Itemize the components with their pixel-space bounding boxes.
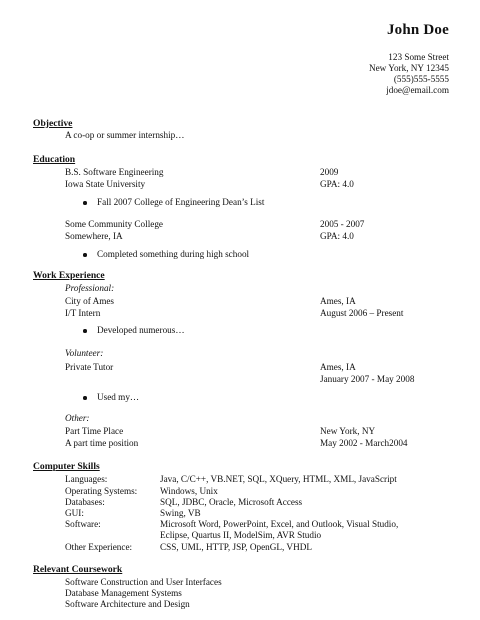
bullet-icon [83, 253, 87, 257]
email-address: jdoe@email.com [386, 85, 449, 95]
work-title: I/T Intern [65, 308, 101, 318]
work-bullet-text: Developed numerous… [97, 325, 185, 335]
work-employer: Part Time Place [65, 426, 124, 436]
skill-value: Swing, VB [160, 508, 201, 518]
work-location: New York, NY [320, 426, 376, 436]
skill-label: GUI: [65, 508, 84, 518]
objective-text: A co-op or summer internship… [65, 130, 185, 140]
skill-label: Other Experience: [65, 542, 133, 552]
skill-value: SQL, JDBC, Oracle, Microsoft Access [160, 497, 303, 507]
work-group-label: Professional: [65, 283, 115, 293]
course-item: Software Construction and User Interfaces [65, 577, 222, 587]
work-group-label: Volunteer: [65, 348, 104, 358]
work-experience-heading: Work Experience [33, 270, 105, 281]
bullet-icon [83, 329, 87, 333]
work-dates: January 2007 - May 2008 [320, 374, 415, 384]
work-employer: Private Tutor [65, 362, 114, 372]
work-location: Ames, IA [320, 362, 356, 372]
work-employer: City of Ames [65, 296, 115, 306]
bullet-icon [83, 396, 87, 400]
education-gpa: GPA: 4.0 [320, 179, 354, 189]
work-dates: May 2002 - March2004 [320, 438, 408, 448]
education-degree: B.S. Software Engineering [65, 167, 164, 177]
skill-value: CSS, UML, HTTP, JSP, OpenGL, VHDL [160, 542, 312, 552]
address-line-1: 123 Some Street [388, 52, 449, 62]
skill-value: Windows, Unix [160, 486, 218, 496]
coursework-heading: Relevant Coursework [33, 564, 123, 575]
skill-value: Java, C/C++, VB.NET, SQL, XQuery, HTML, XML, JavaScript [160, 474, 397, 484]
education-bullet-text: Completed something during high school [97, 249, 250, 259]
skill-label: Databases: [65, 497, 105, 507]
course-item: Software Architecture and Design [65, 599, 190, 609]
computer-skills-heading: Computer Skills [33, 461, 100, 472]
education-date: 2005 - 2007 [320, 219, 365, 229]
education-degree: Some Community College [65, 219, 163, 229]
bullet-icon [83, 201, 87, 205]
education-bullet-text: Fall 2007 College of Engineering Dean’s List [97, 197, 265, 207]
work-dates: August 2006 – Present [320, 308, 404, 318]
education-heading: Education [33, 154, 76, 165]
work-location: Ames, IA [320, 296, 356, 306]
education-date: 2009 [320, 167, 339, 177]
education-school: Somewhere, IA [65, 231, 123, 241]
phone-number: (555)555-5555 [393, 74, 449, 84]
work-group-label: Other: [65, 413, 90, 423]
skill-value: Microsoft Word, PowerPoint, Excel, and Outlook, Visual Studio, [160, 519, 399, 529]
course-item: Database Management Systems [65, 588, 182, 598]
resume-name: John Doe [386, 22, 449, 38]
work-bullet-text: Used my… [97, 392, 140, 402]
skill-label: Software: [65, 519, 101, 529]
address-line-2: New York, NY 12345 [368, 63, 449, 73]
work-title: A part time position [65, 438, 139, 448]
skill-value-continued: Eclipse, Quartus II, ModelSim, AVR Studio [160, 530, 322, 540]
skill-label: Operating Systems: [65, 486, 138, 496]
education-gpa: GPA: 4.0 [320, 231, 354, 241]
education-school: Iowa State University [65, 179, 146, 189]
objective-heading: Objective [33, 118, 73, 129]
skill-label: Languages: [65, 474, 108, 484]
